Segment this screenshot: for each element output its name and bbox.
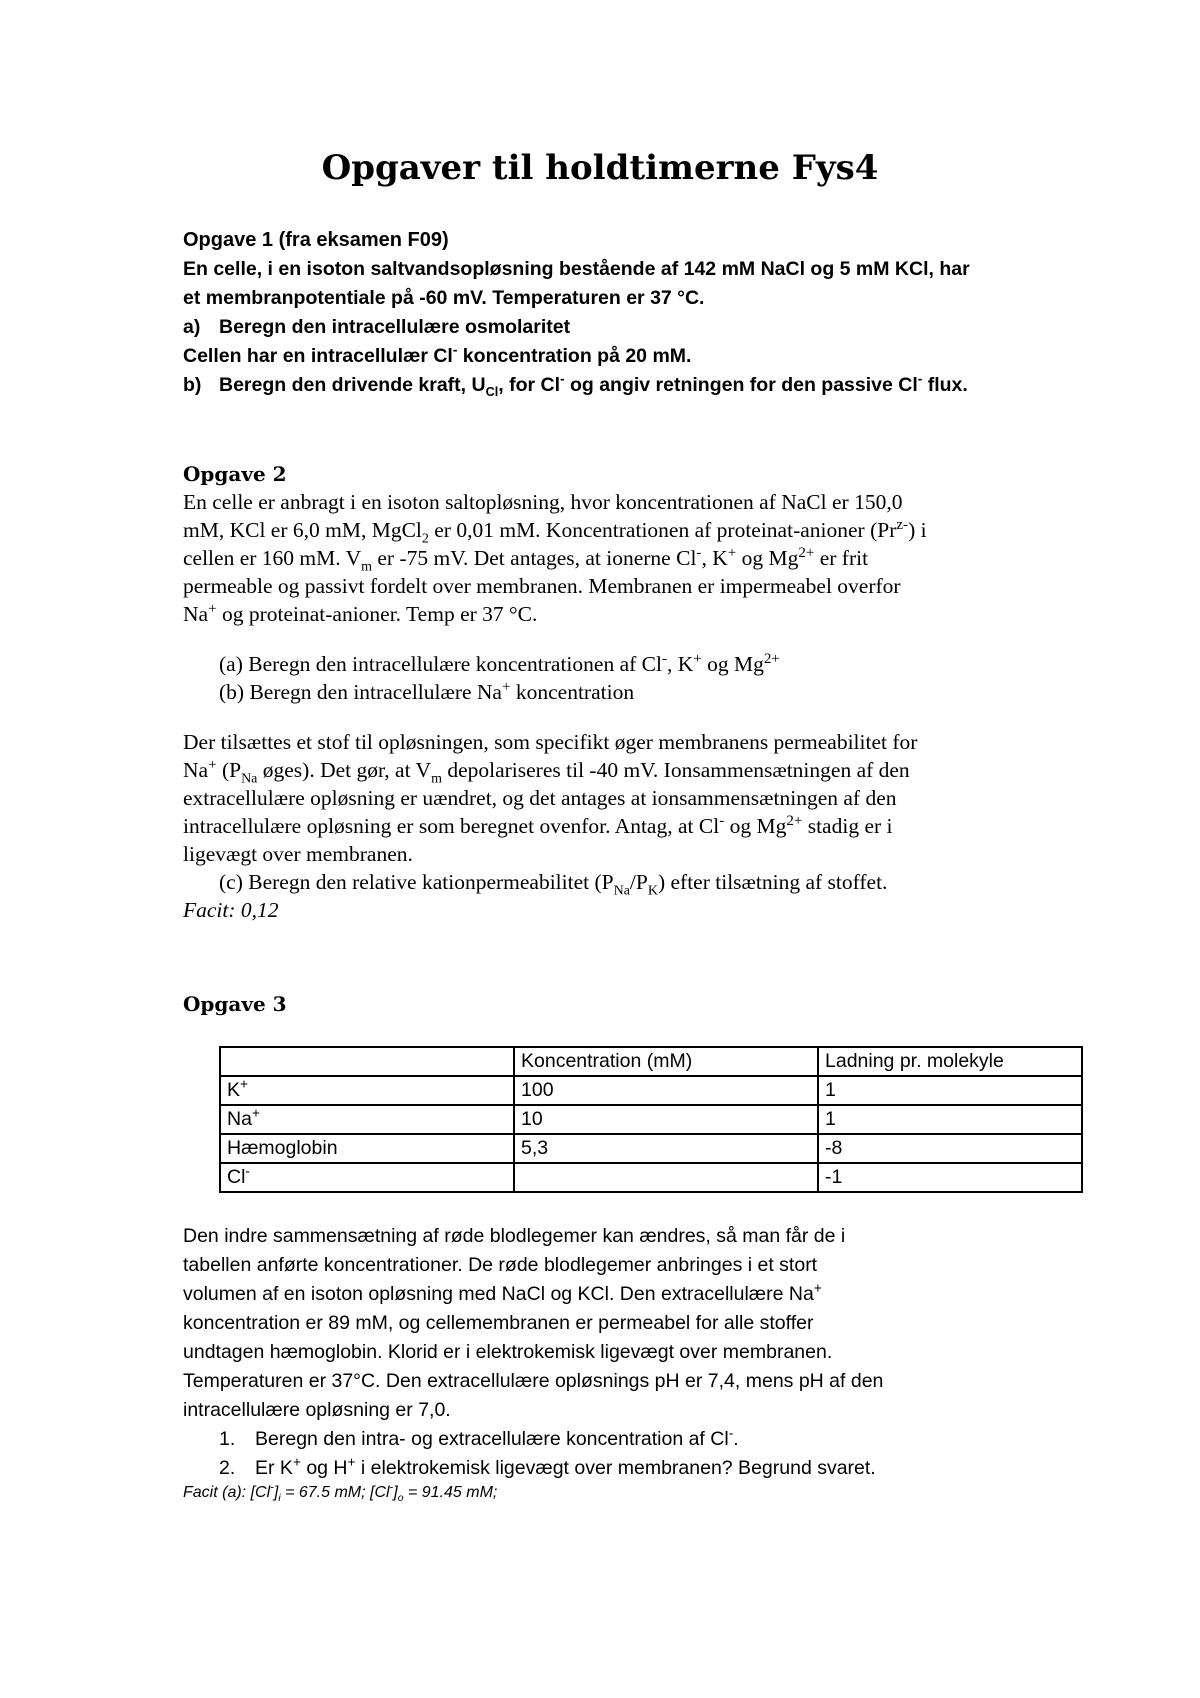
- table-row: [220, 1076, 1082, 1105]
- opgave3-heading: Opgave 3: [183, 992, 287, 1016]
- opgave2-p1-line3: cellen er 160 mM. $V_m$ er -75 mV. Det antages, at ionerne Cl-, K+ og $Mg^{2+}$ er frit: [183, 544, 869, 575]
- table-cell-name: Na+: [220, 1105, 514, 1134]
- opgave2-p2-line4: intracellulære opløsning er som beregnet ovenfor. Antag, at Cl- og $Mg^{2+}$ stadig er i: [183, 812, 893, 838]
- opgave3-body: [183, 1222, 1083, 1503]
- opgave1-section: [183, 225, 1083, 400]
- opgave1-heading: Opgave 1 (fra eksamen F09): [183, 229, 449, 251]
- opgave2-p1-line2: mM, KCl er 6,0 mM, MgCl$_2$ er 0,01 mM. Koncentrationen af proteinat-anioner $(Pr^{z-})$ i: [183, 516, 927, 547]
- opgave2-p2-line2: Na+ ($P_{Na}$ øges). Det gør, at $V_m$ depolariseres til -40 mV. Ionsammensætningen af den: [183, 756, 910, 787]
- opgave3-question-1: 1. Beregn den intra- og extracellulære koncentration af Cl-.: [219, 1425, 739, 1450]
- opgave2-p2-line1: Der tilsættes et stof til opløsningen, som specifikt øger membranens permeabilitet for: [183, 730, 918, 754]
- opgave3-facit: Facit (a): $[Cl^-]_i = 67.5$ mM; $[Cl^-]_o = 91.45$ mM;: [183, 1481, 498, 1505]
- table-header-cell: [220, 1047, 514, 1076]
- question-b-marker: b): [183, 374, 202, 396]
- table-row: [220, 1163, 1082, 1192]
- opgave1-intro-line1: En celle, i en isoton saltvandsopløsning bestående af 142 mM NaCl og 5 mM KCl, har: [183, 258, 970, 280]
- opgave3-table: [219, 1046, 1083, 1193]
- opgave3-p-line4: koncentration er 89 mM, og cellemembranen er permeabel for alle stoffer: [183, 1312, 814, 1334]
- table-header-cell: Ladning pr. molekyle: [818, 1047, 1082, 1076]
- opgave1-cell-line: Cellen har en intracellulær Cl- koncentration på 20 mM.: [183, 342, 692, 367]
- table-cell-conc: 100: [514, 1076, 818, 1105]
- table-cell-name: K+: [220, 1076, 514, 1105]
- opgave2-question-c: (c) Beregn den relative kationpermeabilitet $(P_{Na}/P_K)$ efter tilsætning af stoffet.: [219, 870, 888, 899]
- opgave2-p1-line1: En celle er anbragt i en isoton saltopløsning, hvor koncentrationen af NaCl er 150,0: [183, 490, 903, 514]
- opgave2-question-a: (a) Beregn den intracellulære koncentrationen af Cl-, K+ og $Mg^{2+}$: [219, 650, 780, 676]
- opgave3-p-line1: Den indre sammensætning af røde blodlegemer kan ændres, så man får de i: [183, 1225, 846, 1247]
- table-header-row: [220, 1047, 1082, 1076]
- opgave2-p2-line3: extracellulære opløsning er uændret, og det antages at ionsammensætningen af den: [183, 786, 897, 810]
- opgave2-heading: Opgave 2: [183, 462, 287, 486]
- opgave3-p-line3: volumen af en isoton opløsning med NaCl og KCl. Den extracellulære Na+: [183, 1280, 822, 1305]
- opgave1-intro-line2: et membranpotentiale på -60 mV. Temperaturen er 37 °C.: [183, 287, 705, 309]
- table-cell-charge: -1: [818, 1163, 1082, 1192]
- opgave3-p-line6: Temperaturen er 37°C. Den extracellulære opløsnings pH er 7,4, mens pH af den: [183, 1370, 884, 1392]
- opgave2-p1-line5: Na+ og proteinat-anioner. Temp er 37 °C.: [183, 600, 538, 626]
- opgave3-p-line7: intracellulære opløsning er 7,0.: [183, 1399, 451, 1421]
- opgave3-question-2: 2. Er K+ og H+ i elektrokemisk ligevægt over membranen? Begrund svaret.: [219, 1454, 876, 1479]
- question-a-text: Beregn den intracellulære osmolaritet: [219, 316, 571, 338]
- table-row: [220, 1105, 1082, 1134]
- opgave1-question-b: b) Beregn den drivende kraft, $U_{Cl}$, for Cl- og angiv retningen for den passive Cl- flux.: [183, 371, 968, 399]
- table-cell-name: Cl-: [220, 1163, 514, 1192]
- opgave3-p-line2: tabellen anførte koncentrationer. De røde blodlegemer anbringes i et stort: [183, 1254, 818, 1276]
- opgave1-question-a: [183, 313, 1083, 342]
- table-cell-charge: 1: [818, 1076, 1082, 1105]
- table-cell-name: Hæmoglobin: [220, 1134, 514, 1163]
- opgave2-p1-line4: permeable og passivt fordelt over membranen. Membranen er impermeabel overfor: [183, 574, 901, 598]
- opgave2-question-b: (b) Beregn den intracellulære Na+ koncentration: [219, 678, 635, 704]
- opgave2-facit: Facit: 0,12: [183, 898, 279, 922]
- opgave2-p2-line5: ligevægt over membranen.: [183, 842, 413, 866]
- table-header-cell: Koncentration (mM): [514, 1047, 818, 1076]
- table-cell-conc: [514, 1163, 818, 1192]
- table-cell-charge: -8: [818, 1134, 1082, 1163]
- opgave3-p-line5: undtagen hæmoglobin. Klorid er i elektrokemisk ligevægt over membranen.: [183, 1341, 833, 1363]
- opgave3-heading-wrap: [183, 990, 1083, 1018]
- table-cell-conc: 5,3: [514, 1134, 818, 1163]
- page-title: Opgaver til holdtimerne Fys4: [321, 148, 879, 188]
- question-a-marker: a): [183, 316, 201, 338]
- table-cell-charge: 1: [818, 1105, 1082, 1134]
- table-row: [220, 1134, 1082, 1163]
- opgave2-section: [183, 460, 1083, 924]
- table-cell-conc: 10: [514, 1105, 818, 1134]
